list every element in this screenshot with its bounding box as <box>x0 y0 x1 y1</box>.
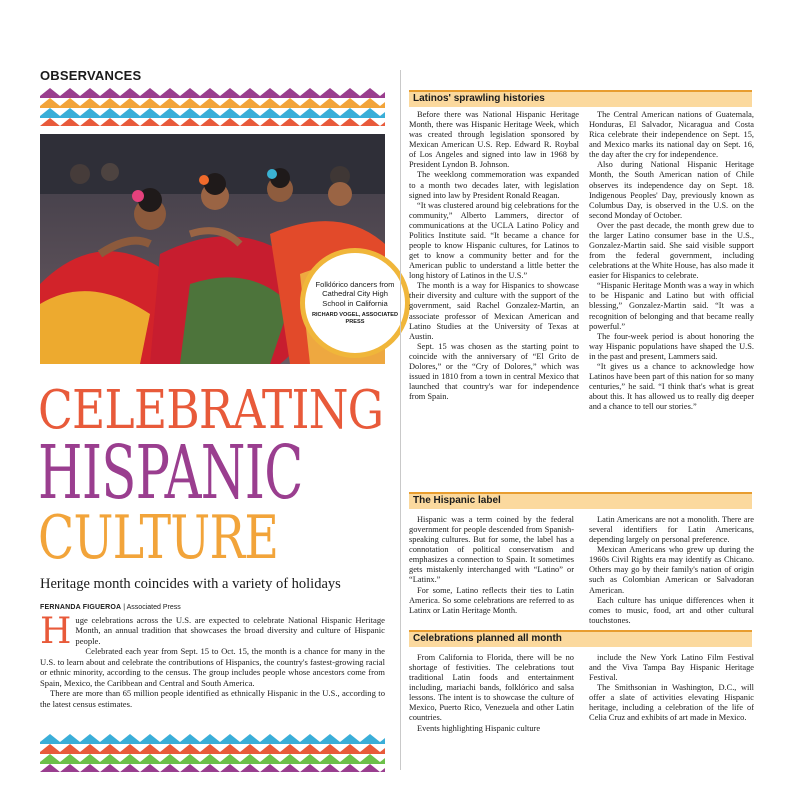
paragraph: include the New York Latino Film Festival and the Viva Tampa Bay Hispanic Heritage Festival. <box>589 653 754 683</box>
section-heading-celebrations: Celebrations planned all month <box>409 630 752 647</box>
deck-subheadline: Heritage month coincides with a variety of holidays <box>40 576 341 592</box>
paragraph: “Hispanic Heritage Month was a way in which to be Hispanic and Latino but with official blessing,” Gonzalez-Martin said. “It was a recognition of belonging and that became really powerful.” <box>589 281 754 331</box>
paragraph: The Smithsonian in Washington, D.C., will offer a slate of activities elevating Hispanic heritage, including a celebration of the life of Celia Cruz and exhibits of art made in Mexico. <box>589 683 754 723</box>
paragraph: Over the past decade, the month grew due to the larger Latino consumer base in the U.S., Gonzalez-Martin said. She said visible support from the federal government, including celebrations at the White House, has also made it easier for Hispanics to celebrate. <box>589 220 754 281</box>
celebrations-column-1 <box>409 653 574 773</box>
zigzag-stripe <box>40 108 385 118</box>
paragraph: Latin Americans are not a monolith. There are several identifiers for Latin Americans, depending largely on personal preference. <box>589 515 754 545</box>
paragraph: The Central American nations of Guatemala, Honduras, El Salvador, Nicaragua and Costa Rica celebrate their independence on Sept. 15, and Mexico marks its national day on Sept. 16, the day after the cry for independence. <box>589 110 754 160</box>
paragraph: For some, Latino reflects their ties to Latin America. So some celebrations are referred to as Latinx or Latin Heritage Month. <box>409 585 574 615</box>
label-column-1 <box>409 515 574 625</box>
paragraph: From California to Florida, there will be no shortage of festivities. The celebrations tout traditional Latin foods and entertainment including, mariachi bands, folklórico and salsa lessons. The intent is to showcase the culture of Mexico, Puerto Rico, Venezuela and other Latin countries. <box>409 653 574 723</box>
column-divider <box>400 70 401 770</box>
photo-credit: RICHARD VOGEL, ASSOCIATED PRESS <box>311 312 399 326</box>
paragraph: Each culture has unique differences when it comes to music, food, art and other cultural touchstones. <box>589 595 754 625</box>
paragraph: Before there was National Hispanic Heritage Month, there was Hispanic Heritage Week, which was created through legislation sponsored by Mexican American U.S. Rep. Edward R. Roybal of Los Angeles and signed into law in 1968 by President Lyndon B. Johnson. <box>409 110 579 170</box>
headline-line-3: CULTURE <box>38 503 279 573</box>
decorative-zigzag-band-top <box>40 88 385 126</box>
intro-paragraph-2: Celebrated each year from Sept. 15 to Oct. 15, the month is a chance for many in the U.S. to learn about and celebrate the contributions of Hispanics, the country's fastest-growing racial or ethnic minority, according to the census. The group includes people whose ancestors come from Spain, Mexico, the Caribbean and Central and South America. <box>40 646 385 688</box>
zigzag-stripe <box>40 88 385 98</box>
byline <box>40 604 181 611</box>
paragraph: The four-week period is about honoring the way Hispanic populations have shaped the U.S. in the past and present, Lammers said. <box>589 331 754 361</box>
zigzag-stripe <box>40 734 385 744</box>
headline-line-1: CELEBRATING <box>38 380 384 441</box>
label-column-2 <box>589 515 754 625</box>
paragraph: Mexican Americans who grew up during the 1960s Civil Rights era may identify as Chicano. Others may go by their family's nation of origin such as Colombian American or Salvadoran American. <box>589 545 754 595</box>
zigzag-stripe <box>40 764 385 772</box>
histories-column-2 <box>589 110 754 488</box>
byline-agency: | Associated Press <box>123 604 181 611</box>
paragraph: Events highlighting Hispanic culture <box>417 723 541 733</box>
paragraph: “It gives us a chance to acknowledge how Latinos have been part of this nation for so many centuries,” he said. “I think that's what is great about this. It has allowed us to really dig deeper and a chance to tell our stories.” <box>589 361 754 412</box>
photo-caption <box>300 248 410 358</box>
zigzag-stripe <box>40 754 385 764</box>
zigzag-stripe <box>40 118 385 126</box>
paragraph: Sept. 15 was chosen as the starting point to coincide with the anniversary of “El Grito de Dolores,” or the “Cry of Dolores,” which was issued in 1810 from a town in central Mexico that launched that country's war for independence from Spain. <box>409 341 579 402</box>
intro-paragraph-3: There are more than 65 million people identified as ethnically Hispanic in the U.S., according to the latest census estimates. <box>40 688 385 709</box>
paragraph: “It was clustered around big celebrations for the community,” Alberto Lammers, director of communications at the UCLA Latino Policy and Politics Institute said. “It became a chance for people to know Hispanic cultures, for Latinos to get to know a community better and for the American public to understand a little better the long history of Latinos in the U.S.” <box>409 200 579 281</box>
intro-text <box>40 611 385 709</box>
headline-line-2: HISPANIC <box>38 430 303 516</box>
caption-text: Folklórico dancers from Cathedral City High School in California <box>315 279 395 308</box>
drop-cap: H <box>40 611 72 652</box>
paragraph: Hispanic was a term coined by the federal government for people descended from Spanish-speaking cultures. But for some, the label has a connotation of political conservatism and emphasizes a connection to Spain. It sometimes gets mistakenly interchanged with “Latino” or “Latinx.” <box>409 515 574 585</box>
paragraph: The month is a way for Hispanics to showcase their diversity and culture with the support of the government, said Rachel Gonzalez-Martin, an associate professor of Mexican American and Latino Studies at the University of Texas at Austin. <box>409 281 579 341</box>
decorative-zigzag-band-bottom <box>40 734 385 772</box>
zigzag-stripe <box>40 98 385 108</box>
byline-author: FERNANDA FIGUEROA <box>40 604 122 611</box>
paragraph: The weeklong commemoration was expanded to a month two decades later, with legislation signed into law by President Ronald Reagan. <box>409 170 579 200</box>
section-label: OBSERVANCES <box>40 68 142 83</box>
histories-column-1 <box>409 110 579 488</box>
section-heading-label: The Hispanic label <box>409 492 752 509</box>
intro-paragraph-1: Huge celebrations across the U.S. are expected to celebrate National Hispanic Heritage Month, an annual tradition that showcases the broad diversity and culture of Hispanic people. <box>40 611 385 652</box>
section-heading-histories: Latinos' sprawling histories <box>409 90 752 107</box>
celebrations-column-2 <box>589 653 754 773</box>
paragraph: Also during National Hispanic Heritage Month, the South American nation of Chile observes its independence day on Sept. 18. Indigenous Peoples' Day, previously known as Columbus Day, is observed in the U.S. on the second Monday of October. <box>589 160 754 220</box>
zigzag-stripe <box>40 744 385 754</box>
